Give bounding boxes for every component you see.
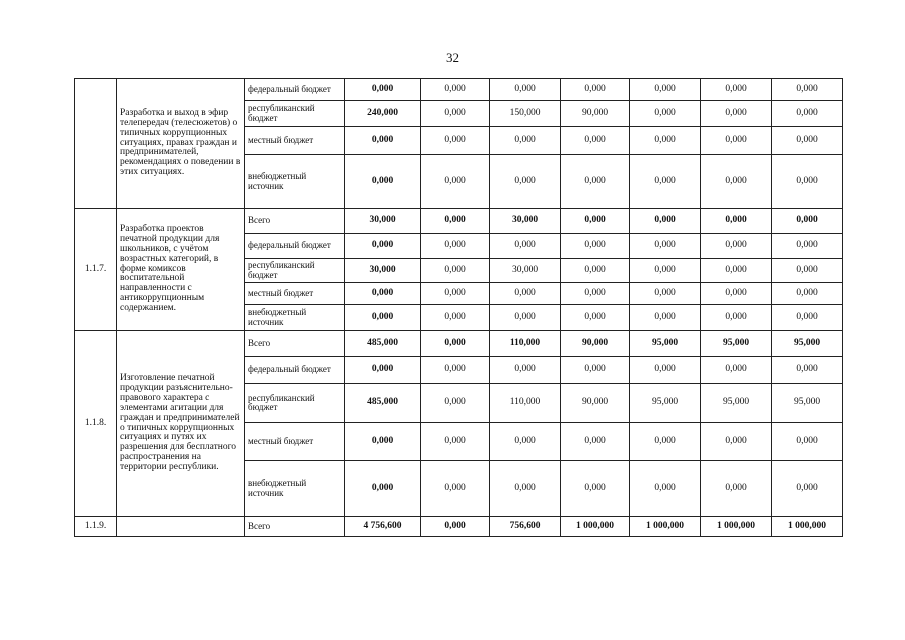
budget-value-cell: 0,000 bbox=[345, 79, 421, 101]
budget-value-cell: 0,000 bbox=[421, 517, 490, 537]
budget-value-cell: 0,000 bbox=[490, 79, 561, 101]
budget-value-cell: 0,000 bbox=[772, 79, 843, 101]
budget-value-cell: 0,000 bbox=[421, 357, 490, 384]
budget-value-cell: 0,000 bbox=[490, 357, 561, 384]
budget-value-cell: 0,000 bbox=[561, 79, 630, 101]
table-row bbox=[75, 79, 843, 101]
budget-value-cell: 0,000 bbox=[421, 305, 490, 331]
budget-value-cell: 0,000 bbox=[561, 127, 630, 155]
budget-value-cell: 0,000 bbox=[772, 283, 843, 305]
budget-value-cell: 0,000 bbox=[630, 357, 701, 384]
table-row bbox=[75, 331, 843, 357]
budget-value-cell: 0,000 bbox=[421, 461, 490, 517]
budget-value-cell: 95,000 bbox=[772, 384, 843, 423]
budget-value-cell: 0,000 bbox=[561, 259, 630, 283]
budget-value-cell: 756,600 bbox=[490, 517, 561, 537]
budget-value-cell: 0,000 bbox=[345, 461, 421, 517]
budget-value-cell: 0,000 bbox=[561, 305, 630, 331]
budget-value-cell: 0,000 bbox=[561, 461, 630, 517]
budget-value-cell: 0,000 bbox=[421, 384, 490, 423]
budget-value-cell: 95,000 bbox=[701, 384, 772, 423]
funding-source: республиканский бюджет bbox=[245, 384, 345, 423]
item-description: Разработка проектов печатной продукции для школьников, с учётом возрастных категорий, в форме комиксов воспитательной направленности с антикоррупционным содержанием. bbox=[117, 209, 245, 331]
budget-value-cell: 0,000 bbox=[630, 127, 701, 155]
budget-value-cell: 0,000 bbox=[630, 209, 701, 234]
budget-value-cell: 1 000,000 bbox=[701, 517, 772, 537]
budget-value-cell: 0,000 bbox=[490, 234, 561, 259]
budget-value-cell: 0,000 bbox=[701, 79, 772, 101]
budget-value-cell: 0,000 bbox=[630, 423, 701, 461]
funding-source: внебюджетный источник bbox=[245, 155, 345, 209]
budget-value-cell: 0,000 bbox=[701, 423, 772, 461]
budget-value-cell: 0,000 bbox=[421, 209, 490, 234]
funding-source: Всего bbox=[245, 331, 345, 357]
budget-value-cell: 0,000 bbox=[701, 283, 772, 305]
budget-table bbox=[74, 78, 843, 537]
budget-value-cell: 0,000 bbox=[701, 461, 772, 517]
budget-value-cell: 0,000 bbox=[561, 234, 630, 259]
budget-value-cell: 0,000 bbox=[345, 127, 421, 155]
budget-value-cell: 0,000 bbox=[561, 423, 630, 461]
budget-value-cell: 95,000 bbox=[630, 331, 701, 357]
item-number: 1.1.7. bbox=[75, 209, 117, 331]
budget-value-cell: 0,000 bbox=[561, 155, 630, 209]
budget-value-cell: 0,000 bbox=[421, 331, 490, 357]
budget-value-cell: 0,000 bbox=[701, 357, 772, 384]
budget-value-cell: 0,000 bbox=[421, 79, 490, 101]
budget-value-cell: 110,000 bbox=[490, 331, 561, 357]
budget-value-cell: 30,000 bbox=[345, 259, 421, 283]
table-row bbox=[75, 209, 843, 234]
item-description: Изготовление печатной продукции разъяснительно-правового характера с элементами агитации для граждан и предпринимателей о типичных коррупционных ситуациях и путях их разрешения для бесплатного распространения на территории республики. bbox=[117, 331, 245, 517]
budget-value-cell: 0,000 bbox=[630, 155, 701, 209]
budget-value-cell: 0,000 bbox=[490, 283, 561, 305]
budget-value-cell: 0,000 bbox=[701, 127, 772, 155]
funding-source: республиканский бюджет bbox=[245, 101, 345, 127]
funding-source: местный бюджет bbox=[245, 423, 345, 461]
budget-value-cell: 30,000 bbox=[345, 209, 421, 234]
budget-value-cell: 30,000 bbox=[490, 259, 561, 283]
budget-value-cell: 0,000 bbox=[701, 101, 772, 127]
budget-value-cell: 0,000 bbox=[421, 283, 490, 305]
budget-value-cell: 0,000 bbox=[490, 423, 561, 461]
budget-value-cell: 0,000 bbox=[630, 283, 701, 305]
budget-value-cell: 0,000 bbox=[630, 305, 701, 331]
budget-value-cell: 0,000 bbox=[772, 461, 843, 517]
budget-value-cell: 0,000 bbox=[701, 234, 772, 259]
budget-value-cell: 0,000 bbox=[701, 209, 772, 234]
item-number bbox=[75, 79, 117, 209]
budget-value-cell: 0,000 bbox=[561, 209, 630, 234]
budget-value-cell: 1 000,000 bbox=[561, 517, 630, 537]
budget-value-cell: 90,000 bbox=[561, 384, 630, 423]
budget-value-cell: 0,000 bbox=[772, 101, 843, 127]
budget-value-cell: 0,000 bbox=[561, 357, 630, 384]
funding-source: местный бюджет bbox=[245, 283, 345, 305]
budget-value-cell: 0,000 bbox=[421, 423, 490, 461]
funding-source: внебюджетный источник bbox=[245, 305, 345, 331]
funding-source: Всего bbox=[245, 209, 345, 234]
table-row bbox=[75, 517, 843, 537]
budget-value-cell: 0,000 bbox=[772, 305, 843, 331]
budget-value-cell: 0,000 bbox=[630, 79, 701, 101]
funding-source: федеральный бюджет bbox=[245, 357, 345, 384]
budget-value-cell: 0,000 bbox=[772, 234, 843, 259]
budget-value-cell: 0,000 bbox=[701, 259, 772, 283]
budget-value-cell: 90,000 bbox=[561, 331, 630, 357]
budget-value-cell: 0,000 bbox=[345, 305, 421, 331]
budget-value-cell: 0,000 bbox=[490, 305, 561, 331]
budget-value-cell: 0,000 bbox=[345, 283, 421, 305]
budget-value-cell: 95,000 bbox=[630, 384, 701, 423]
budget-value-cell: 0,000 bbox=[630, 101, 701, 127]
budget-value-cell: 95,000 bbox=[701, 331, 772, 357]
budget-value-cell: 1 000,000 bbox=[630, 517, 701, 537]
budget-value-cell: 0,000 bbox=[490, 461, 561, 517]
item-description: Разработка и выход в эфир телепередач (телесюжетов) о типичных коррупционных ситуациях, правах граждан и предпринимателей, рекомендациях о поведении в этих ситуациях. bbox=[117, 79, 245, 209]
budget-value-cell: 0,000 bbox=[345, 234, 421, 259]
item-description bbox=[117, 517, 245, 537]
budget-value-cell: 0,000 bbox=[772, 209, 843, 234]
budget-value-cell: 90,000 bbox=[561, 101, 630, 127]
budget-value-cell: 0,000 bbox=[630, 461, 701, 517]
funding-source: республиканский бюджет bbox=[245, 259, 345, 283]
budget-value-cell: 240,000 bbox=[345, 101, 421, 127]
funding-source: внебюджетный источник bbox=[245, 461, 345, 517]
budget-value-cell: 0,000 bbox=[421, 127, 490, 155]
item-number: 1.1.9. bbox=[75, 517, 117, 537]
budget-value-cell: 0,000 bbox=[630, 234, 701, 259]
budget-value-cell: 0,000 bbox=[772, 357, 843, 384]
budget-value-cell: 0,000 bbox=[421, 155, 490, 209]
page-number: 32 bbox=[446, 50, 459, 65]
funding-source: федеральный бюджет bbox=[245, 79, 345, 101]
budget-value-cell: 95,000 bbox=[772, 331, 843, 357]
budget-value-cell: 0,000 bbox=[561, 283, 630, 305]
budget-value-cell: 150,000 bbox=[490, 101, 561, 127]
budget-value-cell: 0,000 bbox=[421, 234, 490, 259]
budget-value-cell: 0,000 bbox=[345, 423, 421, 461]
funding-source: местный бюджет bbox=[245, 127, 345, 155]
budget-value-cell: 4 756,600 bbox=[345, 517, 421, 537]
budget-value-cell: 0,000 bbox=[772, 259, 843, 283]
budget-value-cell: 0,000 bbox=[490, 155, 561, 209]
budget-value-cell: 0,000 bbox=[345, 155, 421, 209]
budget-value-cell: 30,000 bbox=[490, 209, 561, 234]
item-number: 1.1.8. bbox=[75, 331, 117, 517]
budget-value-cell: 0,000 bbox=[345, 357, 421, 384]
budget-value-cell: 0,000 bbox=[772, 423, 843, 461]
budget-value-cell: 485,000 bbox=[345, 384, 421, 423]
budget-value-cell: 0,000 bbox=[701, 305, 772, 331]
funding-source: Всего bbox=[245, 517, 345, 537]
budget-value-cell: 0,000 bbox=[630, 259, 701, 283]
budget-value-cell: 0,000 bbox=[772, 155, 843, 209]
budget-value-cell: 0,000 bbox=[772, 127, 843, 155]
budget-value-cell: 1 000,000 bbox=[772, 517, 843, 537]
budget-value-cell: 0,000 bbox=[421, 259, 490, 283]
budget-value-cell: 0,000 bbox=[490, 127, 561, 155]
budget-value-cell: 0,000 bbox=[421, 101, 490, 127]
budget-value-cell: 0,000 bbox=[701, 155, 772, 209]
funding-source: федеральный бюджет bbox=[245, 234, 345, 259]
budget-value-cell: 110,000 bbox=[490, 384, 561, 423]
budget-value-cell: 485,000 bbox=[345, 331, 421, 357]
